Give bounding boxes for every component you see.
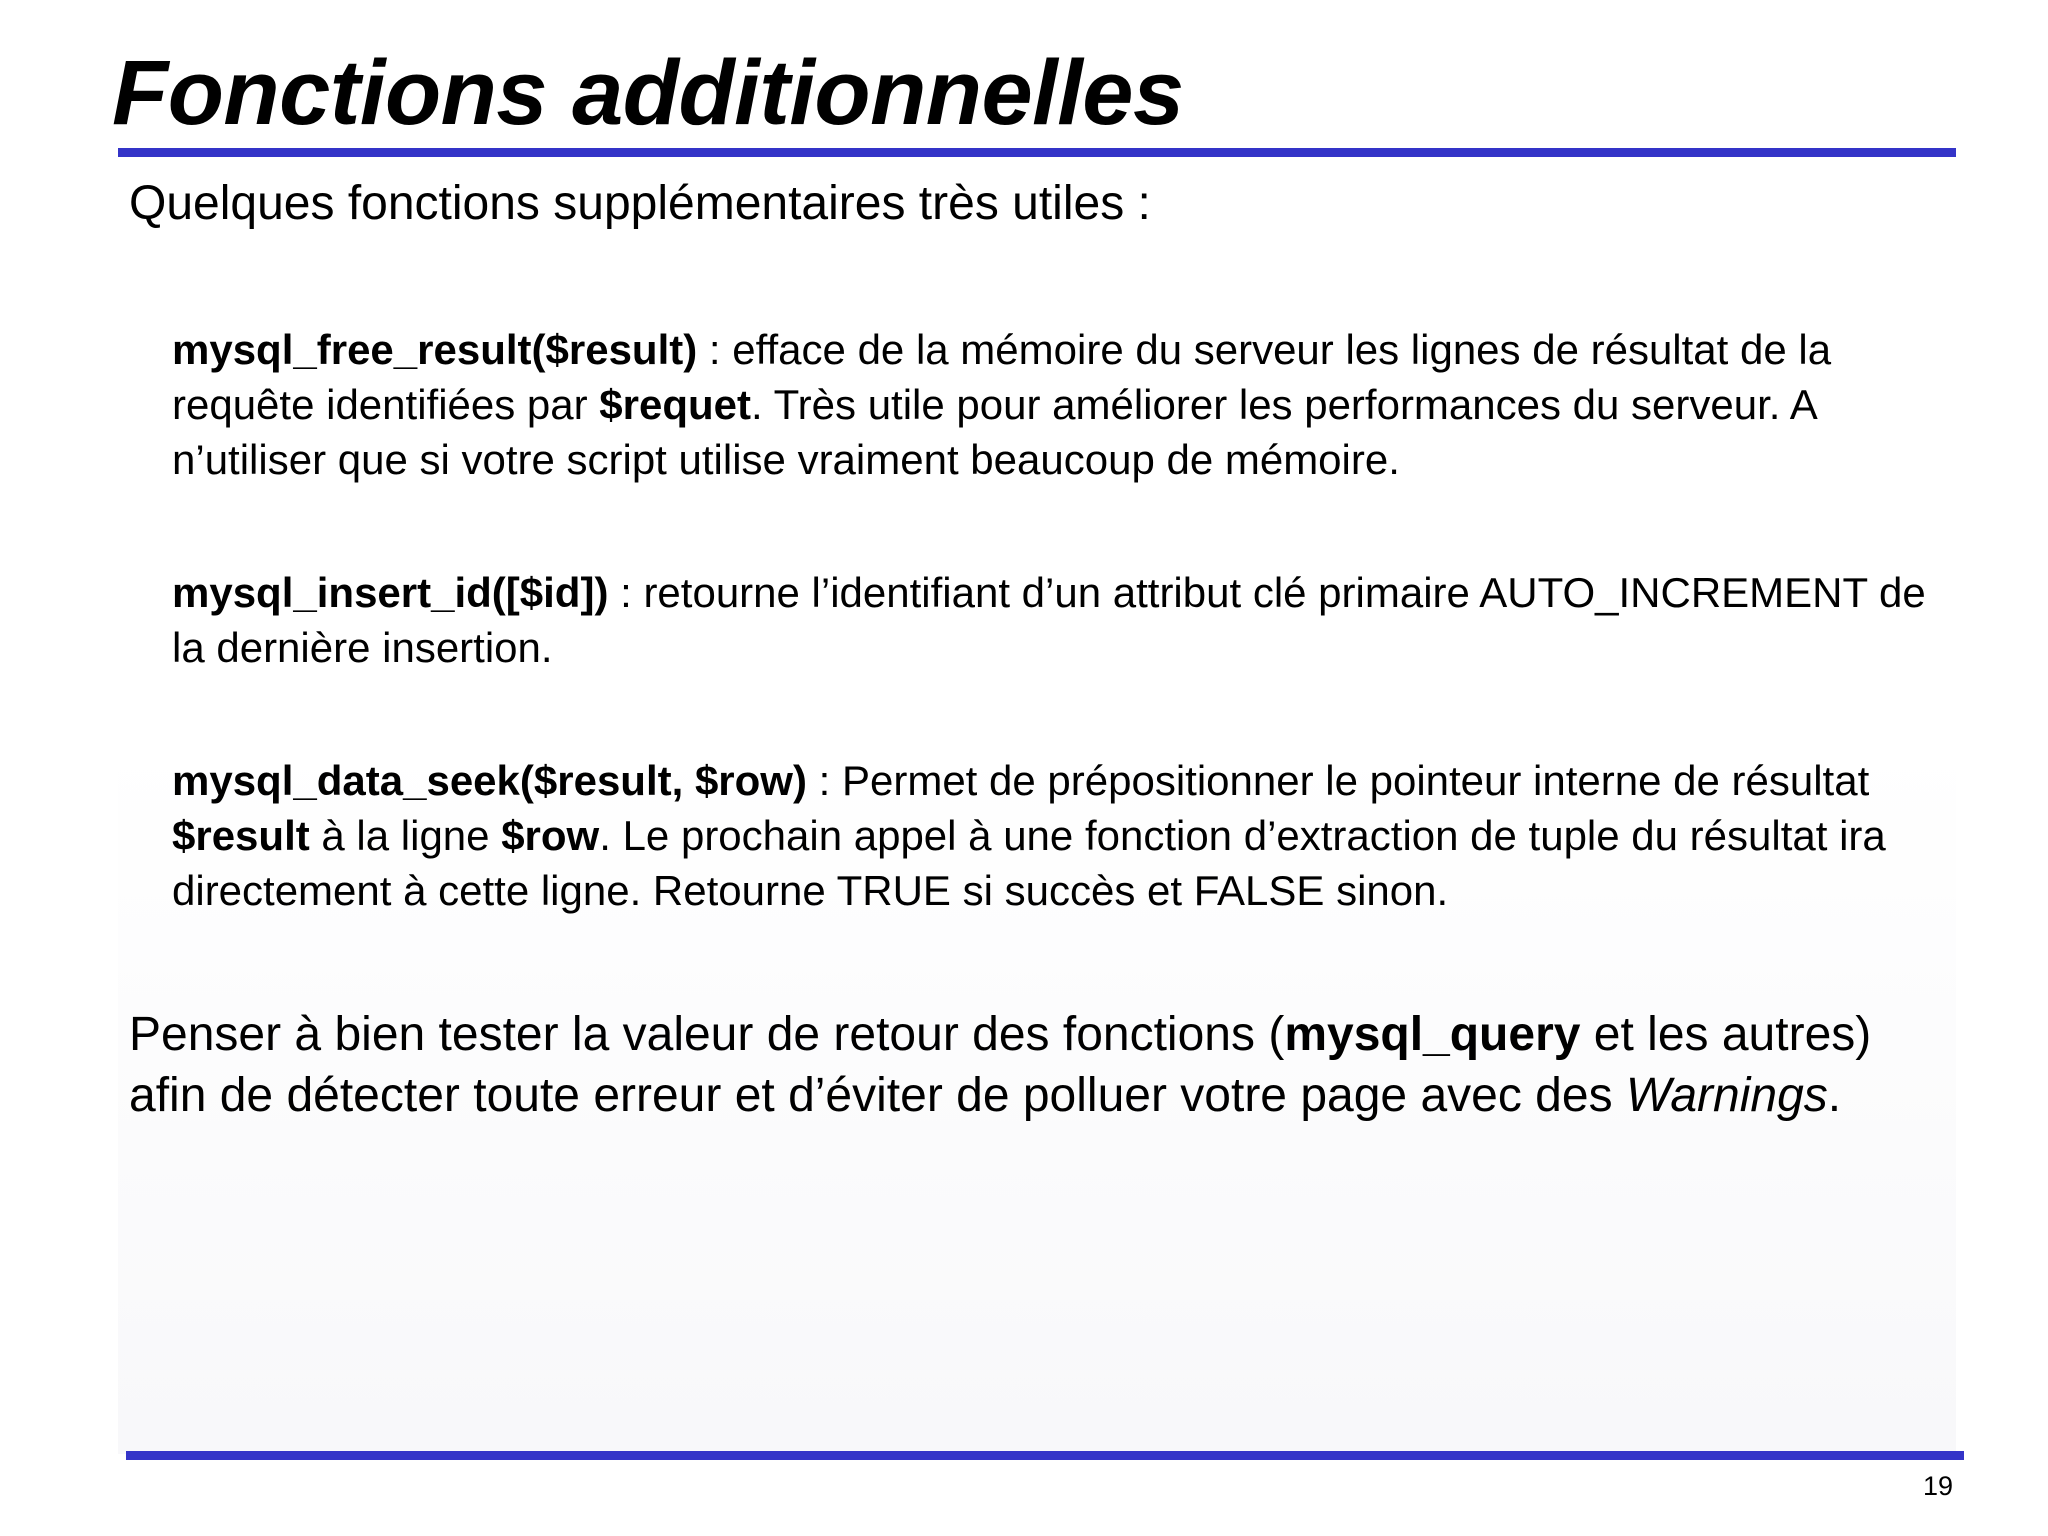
function-description: . Le prochain appel à une fonction d’extraction de tuple du résultat ira directement à cette ligne. Retourne TRUE si succès et FALSE sinon. [172, 812, 1886, 914]
function-description: : efface de la mémoire du serveur les lignes de résultat de la requête identifiées par [172, 326, 1832, 428]
variable-name: $row [501, 812, 600, 859]
note-text: Penser à bien tester la valeur de retour des fonctions ( [129, 1008, 1285, 1061]
function-item-data-seek [172, 753, 1942, 918]
slide-title: Fonctions additionnelles [112, 42, 1184, 144]
function-description: à la ligne [309, 812, 502, 859]
function-name: mysql_insert_id([$id]) [172, 569, 609, 616]
function-name: mysql_free_result($result) [172, 326, 698, 373]
note-text: . [1827, 1069, 1842, 1122]
function-item-free-result [172, 322, 1942, 487]
page-number: 19 [1922, 1471, 1953, 1501]
intro-text: Quelques fonctions supplémentaires très utiles : [129, 177, 1151, 230]
function-description: : retourne l’identifiant d’un attribut clé primaire AUTO_INCREMENT de la dernière insertion. [172, 569, 1926, 671]
note-text: et les autres) afin de détecter toute erreur et d’éviter de polluer votre page avec des [129, 1008, 1872, 1122]
note-italic-term: Warnings [1625, 1069, 1828, 1122]
title-underline [118, 148, 1956, 157]
variable-name: $requet [599, 381, 751, 428]
function-description: : Permet de prépositionner le pointeur interne de résultat [806, 757, 1870, 804]
variable-name: $result [172, 812, 310, 859]
note-bold-function: mysql_query [1284, 1008, 1581, 1061]
closing-note [129, 1004, 1929, 1126]
function-name: mysql_data_seek($result, $row) [172, 757, 807, 804]
function-item-insert-id [172, 565, 1942, 675]
footer-rule [126, 1451, 1964, 1460]
function-description: . Très utile pour améliorer les performances du serveur. A n’utiliser que si votre script utilise vraiment beaucoup de mémoire. [172, 381, 1816, 483]
